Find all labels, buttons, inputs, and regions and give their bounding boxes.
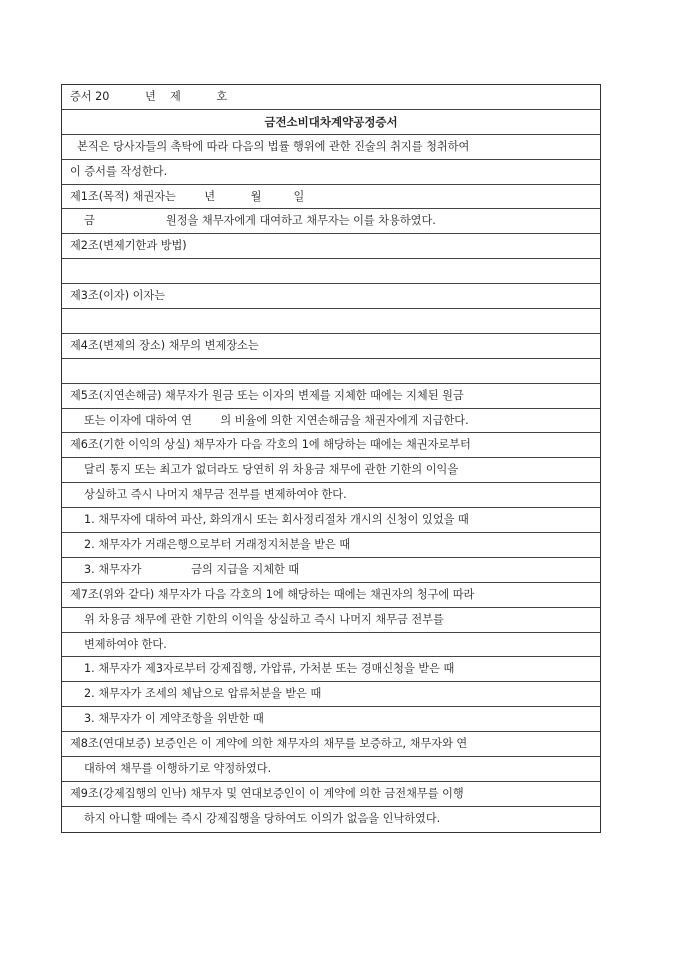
form-row: 3. 채무자가 이 계약조항을 위반한 때 [62,707,600,732]
form-row: 제3조(이자) 이자는 [62,284,600,309]
notarial-deed-form [61,84,601,833]
form-row: 2. 채무자가 거래은행으로부터 거래정지처분을 받은 때 [62,533,600,558]
form-row: 제2조(변제기한과 방법) [62,234,600,259]
form-row: 상실하고 즉시 나머지 채무금 전부를 변제하여야 한다. [62,483,600,508]
blank-row [62,259,600,284]
form-row: 달리 통지 또는 최고가 없더라도 당연히 위 차용금 채무에 관한 기한의 이익을 [62,458,600,483]
form-row: 제6조(기한 이익의 상실) 채무자가 다음 각호의 1에 해당하는 때에는 채권자로부터 [62,433,600,458]
form-row: 증서 20 년 제 호 [62,85,600,110]
form-row: 금 원정을 채무자에게 대여하고 채무자는 이를 차용하였다. [62,209,600,234]
form-row: 위 차용금 채무에 관한 기한의 이익을 상실하고 즉시 나머지 채무금 전부를 [62,608,600,633]
form-row: 2. 채무자가 조세의 체납으로 압류처분을 받은 때 [62,682,600,707]
form-row: 또는 이자에 대하여 연 의 비율에 의한 지연손해금을 채권자에게 지급한다. [62,409,600,434]
form-row: 대하여 채무를 이행하기로 약정하였다. [62,757,600,782]
form-row: 1. 채무자가 제3자로부터 강제집행, 가압류, 가처분 또는 경매신청을 받은 때 [62,657,600,682]
form-row: 제4조(변제의 장소) 채무의 변제장소는 [62,334,600,359]
form-row: 3. 채무자가 금의 지급을 지체한 때 [62,558,600,583]
form-row: 변제하여야 한다. [62,633,600,658]
form-row: 하지 아니할 때에는 즉시 강제집행을 당하여도 이의가 없음을 인낙하였다. [84,811,441,825]
form-row: 제5조(지연손해금) 채무자가 원금 또는 이자의 변제를 지체한 때에는 지체된 원금 [62,384,600,409]
document-title: 금전소비대차계약공정증서 [62,110,600,135]
form-row: 제7조(위와 같다) 채무자가 다음 각호의 1에 해당하는 때에는 채권자의 청구에 따라 [62,583,600,608]
blank-row [62,359,600,384]
form-row: 1. 채무자에 대하여 파산, 화의개시 또는 회사정리절차 개시의 신청이 있었을 때 [62,508,600,533]
blank-row [62,309,600,334]
form-row: 본직은 당사자들의 촉탁에 따라 다음의 법률 행위에 관한 진술의 취지를 청취하여 [62,135,600,160]
form-row: 이 증서를 작성한다. [62,160,600,185]
form-row: 제9조(강제집행의 인낙) 채무자 및 연대보증인이 이 계약에 의한 금전채무를 이행 [62,782,600,807]
form-row: 제8조(연대보증) 보증인은 이 계약에 의한 채무자의 채무를 보증하고, 채무자와 연 [62,732,600,757]
form-row: 제1조(목적) 채권자는 년 월 일 [62,185,600,210]
